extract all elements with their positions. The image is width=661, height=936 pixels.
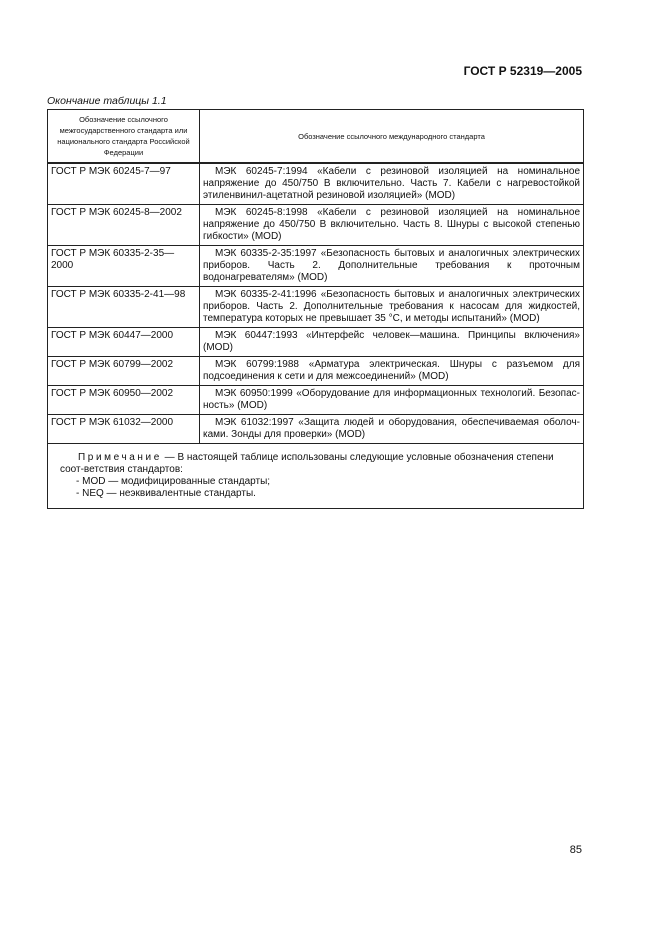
table-row	[48, 328, 584, 357]
table-row	[48, 205, 584, 246]
international-standard-text: МЭК 61032:1997 «Защита людей и оборудования, обеспечиваемая оболоч-ками. Зонды для проверки» (MOD)	[203, 417, 580, 440]
international-standard-cell	[200, 205, 584, 246]
international-standard-text: МЭК 60335-2-41:1996 «Безопасность бытовых и аналогичных электрических приборов. Часть 2. Дополнительные требования к насосам для жидкостей, температура которых не превышает 35 °С, и методы испытаний» (MOD)	[203, 289, 580, 324]
document-code: ГОСТ Р 52319—2005	[463, 64, 582, 78]
international-standard-cell	[200, 386, 584, 415]
international-standard-cell	[200, 328, 584, 357]
standards-table	[47, 109, 584, 509]
international-standard-cell	[200, 163, 584, 205]
international-standard-text: МЭК 60245-7:1994 «Кабели с резиновой изоляцией на номинальное напряжение до 450/750 В включительно. Часть 7. Кабели с нагревостойкой этиленвинил-ацетатной резиновой изоляцией» (MOD)	[203, 166, 580, 201]
national-standard-cell: ГОСТ Р МЭК 60335-2-35—2000	[48, 246, 200, 287]
international-standard-text: МЭК 60799:1988 «Арматура электрическая. Шнуры с разъемом для подсоединения к сети и для межсоединений» (MOD)	[203, 359, 580, 382]
table-row	[48, 357, 584, 386]
header-international-standard: Обозначение ссылочного международного стандарта	[200, 110, 584, 164]
table-note-row	[48, 444, 584, 509]
national-standard-cell: ГОСТ Р МЭК 60335-2-41—98	[48, 287, 200, 328]
note-label: Примечание	[78, 452, 162, 463]
table-row	[48, 163, 584, 205]
national-standard-cell: ГОСТ Р МЭК 60245-7—97	[48, 163, 200, 205]
international-standard-text: МЭК 60245-8:1998 «Кабели с резиновой изоляцией на номинальное напряжение до 450/750 В включительно. Часть 8. Шнуры с высокой степенью гибкости» (MOD)	[203, 207, 580, 242]
header-national-standard: Обозначение ссылочного межгосударственного стандарта или национального стандарта Российской Федерации	[48, 110, 200, 164]
international-standard-text: МЭК 60447:1993 «Интерфейс человек—машина. Принципы включения» (MOD)	[203, 330, 580, 353]
international-standard-cell	[200, 415, 584, 444]
note-item-neq: - NEQ — неэквивалентные стандарты.	[76, 488, 256, 499]
international-standard-text: МЭК 60335-2-35:1997 «Безопасность бытовых и аналогичных электрических приборов. Часть 2. Дополнительные требования к проточным водонагревателям» (MOD)	[203, 248, 580, 283]
table-row	[48, 415, 584, 444]
table-note	[48, 444, 584, 509]
national-standard-cell: ГОСТ Р МЭК 60799—2002	[48, 357, 200, 386]
note-text: — В настоящей таблице использованы следующие условные обозначения степени соот-ветствия стандартов:	[60, 452, 554, 475]
national-standard-cell: ГОСТ Р МЭК 60950—2002	[48, 386, 200, 415]
national-standard-cell: ГОСТ Р МЭК 61032—2000	[48, 415, 200, 444]
table-caption: Окончание таблицы 1.1	[47, 95, 167, 107]
page-number: 85	[569, 844, 582, 856]
national-standard-cell: ГОСТ Р МЭК 60447—2000	[48, 328, 200, 357]
table-row	[48, 386, 584, 415]
note-item-mod: - MOD — модифицированные стандарты;	[76, 476, 271, 487]
table-header-row	[48, 110, 584, 164]
international-standard-cell	[200, 246, 584, 287]
international-standard-cell	[200, 287, 584, 328]
table-row	[48, 287, 584, 328]
note-intro	[60, 452, 580, 476]
table-row	[48, 246, 584, 287]
international-standard-cell	[200, 357, 584, 386]
international-standard-text: МЭК 60950:1999 «Оборудование для информационных технологий. Безопас-ность» (MOD)	[203, 388, 580, 411]
national-standard-cell: ГОСТ Р МЭК 60245-8—2002	[48, 205, 200, 246]
